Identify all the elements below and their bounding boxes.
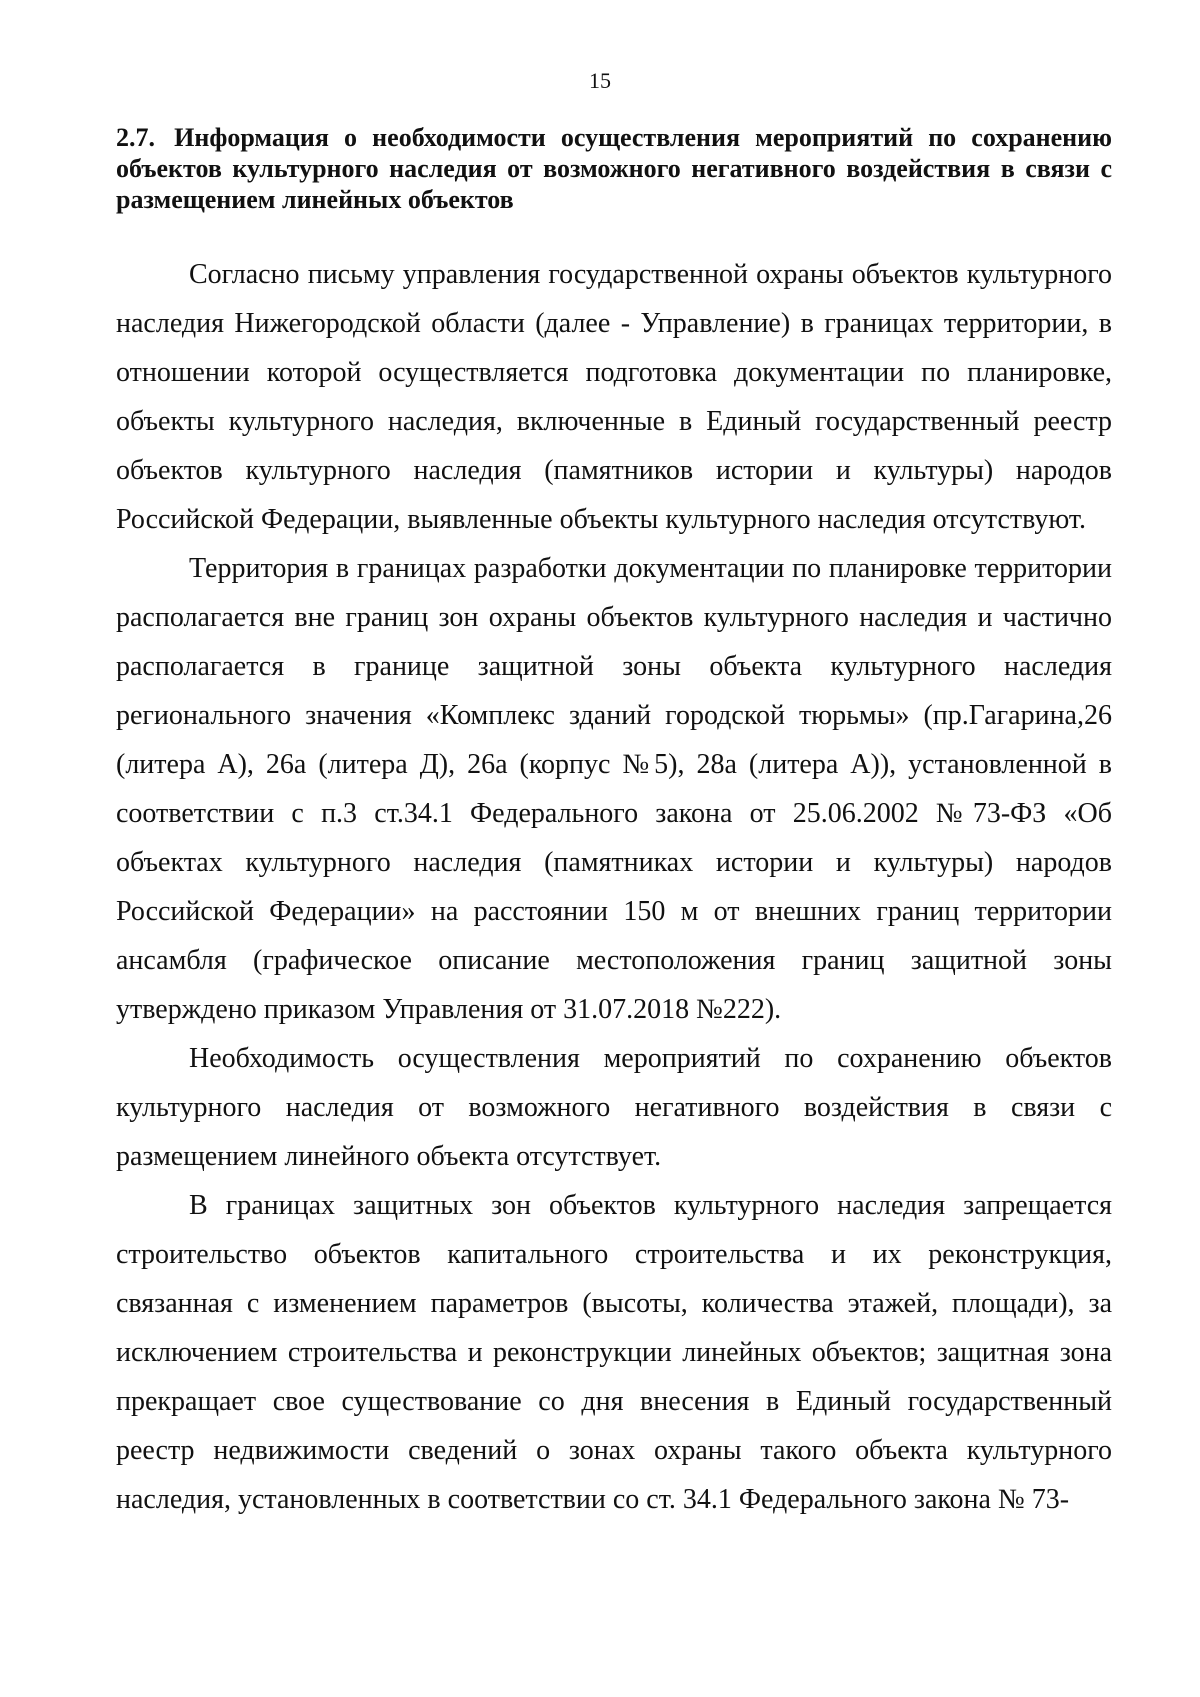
section-heading (116, 122, 1112, 215)
paragraph: Согласно письму управления государственной охраны объектов культурного наследия Нижегородской области (далее - Управление) в границах территории, в отношении которой осуществляется подготовка документации по планировке, объекты культурного наследия, включенные в Единый государственный реестр объектов культурного наследия (памятников истории и культуры) народов Российской Федерации, выявленные объекты культурного наследия отсутствуют. (116, 259, 1112, 535)
body-text (116, 250, 1112, 1524)
paragraph: Территория в границах разработки документации по планировке территории располагается вне границ зон охраны объектов культурного наследия и частично располагается в границе защитной зоны объекта культурного наследия регионального значения «Комплекс зданий городской тюрьмы» (пр.Гагарина,26 (литера А), 26а (литера Д), 26а (корпус №5), 28а (литера А)), установленной в соответствии с п.3 ст.34.1 Федерального закона от 25.06.2002 №73-ФЗ «Об объектах культурного наследия (памятниках истории и культуры) народов Российской Федерации» на расстоянии 150 м от внешних границ территории ансамбля (графическое описание местоположения границ защитной зоны утверждено приказом Управления от 31.07.2018 №222). (116, 553, 1112, 1025)
section-title: Информация о необходимости осуществления мероприятий по сохранению объектов культурного наследия от возможного негативного воздействия в связи с размещением линейных объектов (116, 123, 1113, 214)
page-number: 15 (589, 68, 611, 93)
paragraph: В границах защитных зон объектов культурного наследия запрещается строительство объектов капитального строительства и их реконструкция, связанная с изменением параметров (высоты, количества этажей, площади), за исключением строительства и реконструкции линейных объектов; защитная зона прекращает свое существование со дня внесения в Единый государственный реестр недвижимости сведений о зонах охраны такого объекта культурного наследия, установленных в соответствии со ст. 34.1 Федерального закона № 73- (116, 1190, 1112, 1515)
paragraph: Необходимость осуществления мероприятий по сохранению объектов культурного наследия от возможного негативного воздействия в связи с размещением линейного объекта отсутствует. (116, 1043, 1112, 1172)
section-number: 2.7. (116, 123, 155, 152)
